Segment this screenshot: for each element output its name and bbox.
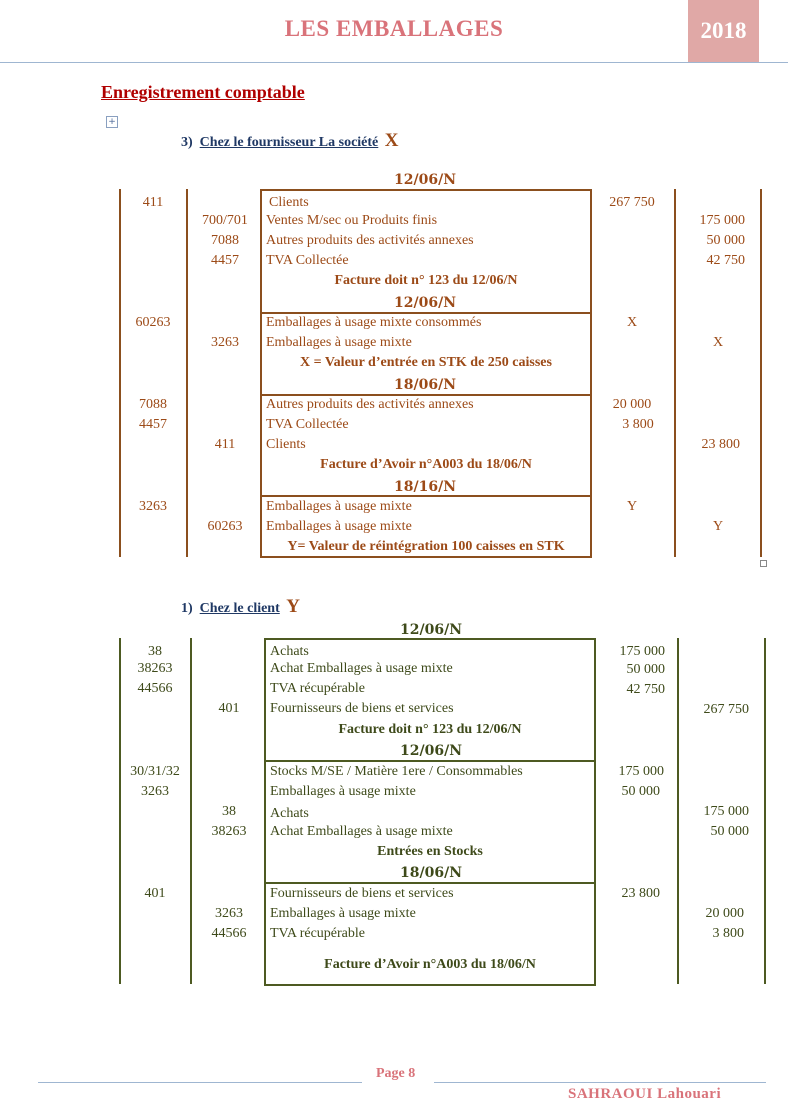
credit-amount: 175 000 — [699, 213, 745, 228]
entry-label: Achat Emballages à usage mixte — [270, 661, 453, 676]
journal-rule — [677, 638, 679, 984]
entry-label: Emballages à usage mixte — [266, 335, 412, 350]
entry-caption: X = Valeur d’entrée en STK de 250 caisses — [300, 355, 552, 370]
credit-account: 401 — [218, 701, 240, 716]
supplier-heading-letter: X — [384, 130, 399, 151]
credit-amount: Y — [712, 519, 724, 534]
client-heading-text: Chez le client — [199, 601, 280, 616]
entry-label: Emballages à usage mixte consommés — [266, 315, 482, 330]
debit-amount: 42 750 — [626, 682, 665, 697]
credit-account: 60263 — [207, 519, 243, 534]
supplier-heading — [181, 130, 399, 152]
credit-amount: 3 800 — [712, 926, 744, 941]
debit-account: 38 — [148, 644, 162, 659]
entry-label: TVA récupérable — [270, 681, 365, 696]
debit-amount: 267 750 — [609, 195, 655, 210]
entry-caption: Facture d’Avoir n°A003 du 18/06/N — [320, 457, 532, 472]
credit-account: 700/701 — [202, 213, 248, 228]
debit-amount: 175 000 — [619, 644, 665, 659]
footer-divider — [38, 1082, 362, 1083]
credit-amount: 20 000 — [705, 906, 744, 921]
table-move-handle-icon[interactable]: + — [106, 116, 118, 128]
debit-account: 44566 — [137, 681, 173, 696]
entry-label: TVA récupérable — [270, 926, 365, 941]
entry-divider — [264, 760, 596, 762]
debit-account: 30/31/32 — [130, 764, 180, 779]
debit-amount: 20 000 — [612, 397, 652, 412]
journal-rule — [119, 638, 121, 984]
entry-label: Achats — [270, 644, 309, 659]
debit-account: 3263 — [141, 784, 169, 799]
footer-divider — [434, 1082, 766, 1083]
debit-account: 411 — [142, 195, 164, 210]
client-heading-letter: Y — [286, 596, 300, 617]
credit-account: 7088 — [211, 233, 239, 248]
entry-label: Autres produits des activités annexes — [266, 233, 474, 248]
entry-date: 18/16/N — [384, 479, 466, 495]
debit-account: 38263 — [137, 661, 173, 676]
supplier-heading-text: Chez le fournisseur La société — [199, 135, 379, 150]
author-name: SAHRAOUI Lahouari — [568, 1086, 722, 1102]
credit-amount: 23 800 — [701, 437, 740, 452]
journal-rule — [764, 638, 766, 984]
entry-label: Emballages à usage mixte — [270, 906, 416, 921]
resize-handle-icon[interactable] — [760, 560, 767, 567]
entry-label: Achats — [270, 806, 309, 821]
entry-label: Emballages à usage mixte — [270, 784, 416, 799]
credit-account: 411 — [214, 437, 236, 452]
entry-date: 12/06/N — [390, 743, 472, 759]
client-heading-number: 1) — [181, 601, 193, 616]
entry-label: TVA Collectée — [266, 253, 349, 268]
debit-amount: 23 800 — [621, 886, 660, 901]
page-number: Page 8 — [376, 1066, 416, 1081]
debit-amount: 50 000 — [626, 662, 665, 677]
debit-account: 3263 — [139, 499, 167, 514]
credit-account: 4457 — [211, 253, 239, 268]
entry-divider — [260, 312, 592, 314]
entry-caption: Facture doit n° 123 du 12/06/N — [334, 273, 518, 288]
credit-account: 38 — [222, 804, 236, 819]
debit-amount: 175 000 — [618, 764, 664, 779]
journal-rule — [760, 189, 762, 557]
header-divider — [0, 62, 788, 63]
debit-account: 401 — [144, 886, 166, 901]
entry-date: 12/06/N — [384, 295, 466, 311]
journal-rule — [119, 189, 121, 557]
journal-rule — [190, 638, 192, 984]
debit-account: 4457 — [139, 417, 167, 432]
credit-amount: 175 000 — [703, 804, 749, 819]
debit-account: 7088 — [139, 397, 167, 412]
credit-account: 38263 — [211, 824, 247, 839]
section-title: Enregistrement comptable — [101, 82, 305, 102]
debit-amount: Y — [626, 499, 638, 514]
supplier-heading-number: 3) — [181, 135, 193, 150]
credit-amount: 267 750 — [703, 702, 749, 717]
credit-account: 44566 — [211, 926, 247, 941]
debit-amount: X — [626, 315, 638, 330]
entry-label: TVA Collectée — [266, 417, 349, 432]
credit-account: 3263 — [215, 906, 243, 921]
entry-label: Stocks M/SE / Matière 1ere / Consommables — [270, 764, 523, 779]
credit-amount: 50 000 — [710, 824, 749, 839]
entry-date: 18/06/N — [390, 865, 472, 881]
entry-divider — [260, 394, 592, 396]
entry-label: Autres produits des activités annexes — [266, 397, 474, 412]
debit-account: 60263 — [135, 315, 171, 330]
entry-label: Clients — [266, 437, 306, 452]
entry-caption: Facture doit n° 123 du 12/06/N — [338, 722, 522, 737]
credit-amount: 50 000 — [706, 233, 745, 248]
client-heading — [181, 596, 300, 618]
entry-date: 18/06/N — [384, 377, 466, 393]
entry-label: Emballages à usage mixte — [266, 499, 412, 514]
entry-divider — [264, 882, 596, 884]
entry-label: Clients — [269, 195, 309, 210]
debit-amount: 3 800 — [622, 417, 654, 432]
entry-date: 12/06/N — [390, 622, 472, 638]
credit-amount: X — [712, 335, 724, 350]
document-title: LES EMBALLAGES — [284, 16, 504, 41]
entry-label: Fournisseurs de biens et services — [270, 886, 454, 901]
entry-label: Emballages à usage mixte — [266, 519, 412, 534]
credit-account: 3263 — [211, 335, 239, 350]
year-badge: 2018 — [688, 0, 759, 62]
entry-label: Achat Emballages à usage mixte — [270, 824, 453, 839]
entry-divider — [260, 495, 592, 497]
entry-caption: Y= Valeur de réintégration 100 caisses en STK — [287, 539, 565, 554]
journal-rule — [186, 189, 188, 557]
entry-label: Ventes M/sec ou Produits finis — [266, 213, 438, 228]
entry-caption: Facture d’Avoir n°A003 du 18/06/N — [324, 957, 536, 972]
entry-caption: Entrées en Stocks — [377, 844, 483, 859]
credit-amount: 42 750 — [706, 253, 745, 268]
debit-amount: 50 000 — [621, 784, 660, 799]
entry-label: Fournisseurs de biens et services — [270, 701, 454, 716]
entry-date: 12/06/N — [384, 172, 466, 188]
